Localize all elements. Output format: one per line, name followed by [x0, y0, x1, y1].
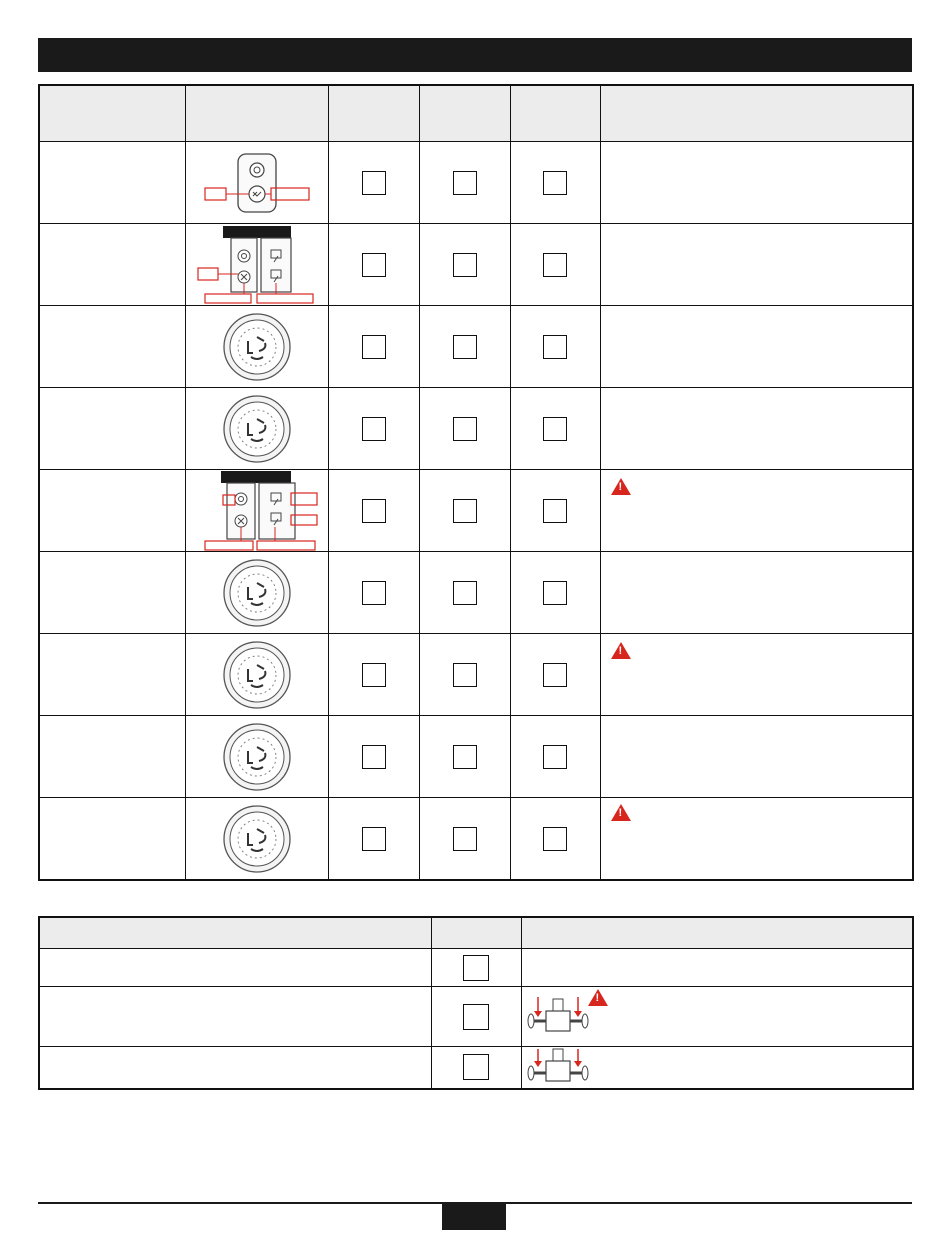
row-label: [39, 224, 185, 306]
checkbox-cell: [510, 716, 600, 798]
valve-arrows-icon: [526, 1047, 590, 1089]
row-label: [39, 142, 185, 224]
outlet-combo-panel-icon: [195, 471, 319, 551]
checkbox[interactable]: [453, 335, 477, 359]
column-header: [510, 85, 600, 142]
row-image-cell: [521, 987, 913, 1047]
notes-cell: [600, 634, 913, 716]
notes-cell: [600, 224, 913, 306]
row-label: [39, 388, 185, 470]
twist-lock-receptacle-icon: [221, 557, 293, 629]
row-image-cell: [185, 142, 328, 224]
warning-icon: [588, 989, 608, 1006]
row-image-cell: [185, 552, 328, 634]
row-image-cell: [185, 306, 328, 388]
checkbox[interactable]: [453, 745, 477, 769]
checkbox-cell: [431, 987, 521, 1047]
warning-icon: [611, 804, 631, 821]
table-row: [39, 552, 913, 634]
row-label: [39, 949, 431, 987]
checkbox[interactable]: [453, 499, 477, 523]
checkbox-cell: [419, 142, 510, 224]
checkbox-cell: [419, 388, 510, 470]
checkbox-cell: [510, 388, 600, 470]
checkbox-cell: [328, 388, 419, 470]
twist-lock-receptacle-icon: [221, 311, 293, 383]
row-label: [39, 1047, 431, 1089]
row-image-cell: [185, 470, 328, 552]
checkbox-cell: [431, 1047, 521, 1089]
checkbox[interactable]: [362, 253, 386, 277]
checkbox[interactable]: [362, 417, 386, 441]
row-label: [39, 470, 185, 552]
checkbox-cell: [419, 634, 510, 716]
notes-cell: [600, 798, 913, 881]
checkbox[interactable]: [543, 171, 567, 195]
checkbox-cell: [419, 798, 510, 881]
twist-lock-receptacle-icon: [221, 721, 293, 793]
checkbox-cell: [328, 306, 419, 388]
table-row: [39, 142, 913, 224]
main-checklist-table: [38, 84, 914, 881]
table-row: [39, 1047, 913, 1089]
row-label: [39, 987, 431, 1047]
checkbox-cell: [328, 798, 419, 881]
checkbox[interactable]: [362, 499, 386, 523]
secondary-checklist-table: [38, 916, 914, 1090]
table-row: [39, 306, 913, 388]
checkbox-cell: [419, 716, 510, 798]
table-row: [39, 987, 913, 1047]
checkbox[interactable]: [543, 253, 567, 277]
notes-cell: [600, 470, 913, 552]
checkbox-cell: [419, 224, 510, 306]
column-header: [39, 917, 431, 949]
checkbox-cell: [510, 634, 600, 716]
checkbox-cell: [419, 552, 510, 634]
table-header-row: [39, 85, 913, 142]
valve-arrows-icon: [526, 993, 590, 1043]
checkbox-cell: [328, 142, 419, 224]
row-label: [39, 634, 185, 716]
checkbox[interactable]: [453, 171, 477, 195]
checkbox[interactable]: [543, 335, 567, 359]
checkbox-cell: [328, 552, 419, 634]
outlet-combo-panel-icon: [195, 226, 319, 304]
column-header: [431, 917, 521, 949]
checkbox-cell: [510, 224, 600, 306]
checkbox[interactable]: [543, 827, 567, 851]
checkbox[interactable]: [463, 1054, 489, 1080]
notes-cell: [600, 552, 913, 634]
table-row: [39, 388, 913, 470]
row-image-cell: [185, 634, 328, 716]
page-title-bar: [38, 38, 912, 72]
row-label: [39, 552, 185, 634]
checkbox[interactable]: [463, 1004, 489, 1030]
twist-lock-receptacle-icon: [221, 393, 293, 465]
table-row: [39, 798, 913, 881]
checkbox-cell: [419, 306, 510, 388]
checkbox[interactable]: [362, 335, 386, 359]
notes-cell: [600, 142, 913, 224]
checkbox[interactable]: [453, 827, 477, 851]
checkbox[interactable]: [362, 745, 386, 769]
checkbox[interactable]: [463, 955, 489, 981]
notes-cell: [600, 716, 913, 798]
table-row: [39, 634, 913, 716]
row-label: [39, 716, 185, 798]
checkbox[interactable]: [543, 499, 567, 523]
checkbox[interactable]: [362, 663, 386, 687]
notes-cell: [600, 306, 913, 388]
checkbox-cell: [328, 716, 419, 798]
checkbox-cell: [328, 470, 419, 552]
row-image-cell: [521, 1047, 913, 1089]
checkbox-cell: [419, 470, 510, 552]
twist-lock-receptacle-icon: [221, 639, 293, 711]
checkbox[interactable]: [362, 827, 386, 851]
checkbox-cell: [328, 224, 419, 306]
checkbox[interactable]: [543, 663, 567, 687]
row-image-cell: [185, 716, 328, 798]
page-number: [442, 1204, 506, 1230]
table-row: [39, 224, 913, 306]
checkbox-cell: [510, 470, 600, 552]
checkbox[interactable]: [362, 581, 386, 605]
checkbox-cell: [328, 634, 419, 716]
column-header: [328, 85, 419, 142]
row-image-cell: [185, 224, 328, 306]
checkbox[interactable]: [453, 253, 477, 277]
warning-icon: [611, 478, 631, 495]
table-row: [39, 470, 913, 552]
checkbox-cell: [510, 142, 600, 224]
checkbox[interactable]: [543, 745, 567, 769]
checkbox[interactable]: [453, 663, 477, 687]
table-row: [39, 949, 913, 987]
row-label: [39, 306, 185, 388]
table-header-row: [39, 917, 913, 949]
column-header: [600, 85, 913, 142]
notes-cell: [600, 388, 913, 470]
checkbox[interactable]: [453, 581, 477, 605]
row-label: [39, 798, 185, 881]
checkbox[interactable]: [543, 581, 567, 605]
twist-lock-receptacle-icon: [221, 803, 293, 875]
column-header: [419, 85, 510, 142]
checkbox[interactable]: [362, 171, 386, 195]
checkbox-cell: [431, 949, 521, 987]
row-image-cell: [185, 388, 328, 470]
checkbox[interactable]: [453, 417, 477, 441]
checkbox[interactable]: [543, 417, 567, 441]
row-image-cell: [521, 949, 913, 987]
column-header: [39, 85, 185, 142]
checkbox-cell: [510, 798, 600, 881]
warning-icon: [611, 642, 631, 659]
column-header: [185, 85, 328, 142]
outlet-dual-panel-icon: [197, 152, 317, 214]
row-image-cell: [185, 798, 328, 881]
column-header: [521, 917, 913, 949]
checkbox-cell: [510, 552, 600, 634]
table-row: [39, 716, 913, 798]
checkbox-cell: [510, 306, 600, 388]
